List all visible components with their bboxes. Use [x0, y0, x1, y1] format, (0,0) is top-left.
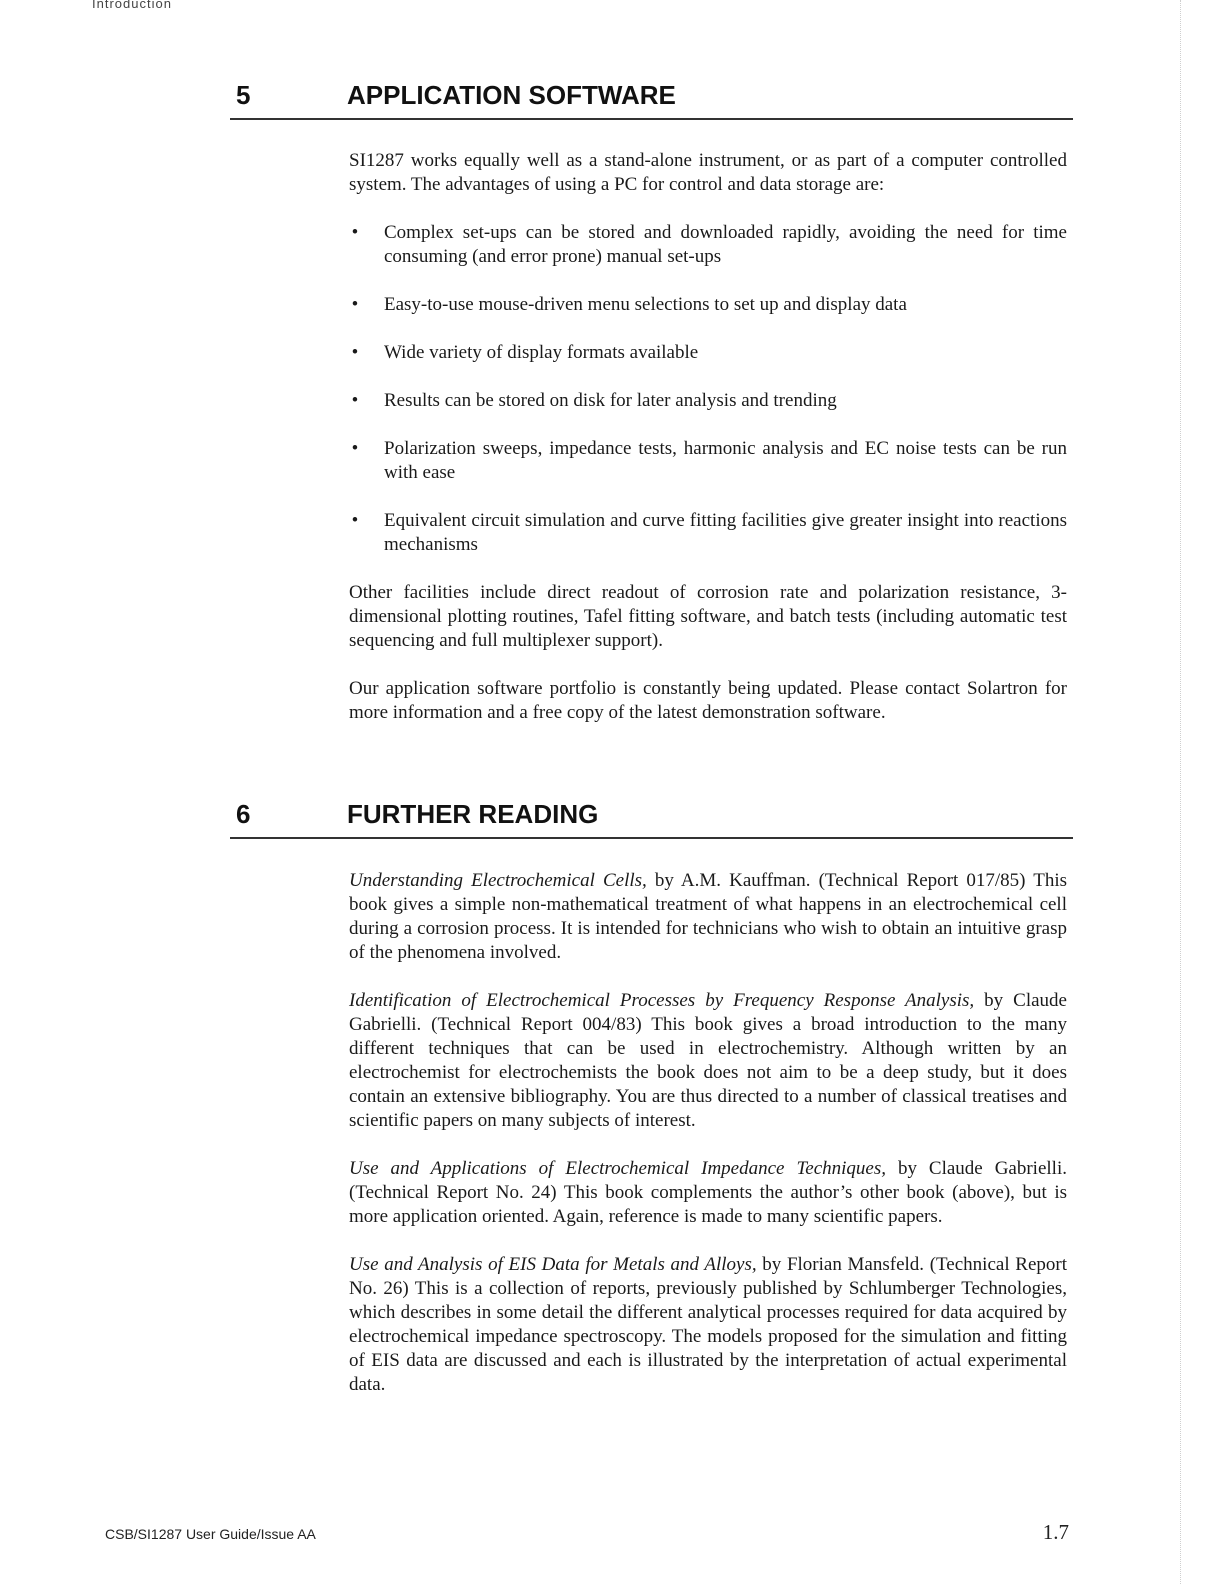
reference-entry [349, 1157, 1067, 1229]
list-item: • Results can be stored on disk for later analysis and trending [349, 389, 1067, 413]
bullet-icon: • [351, 222, 359, 243]
reference-description: by Claude Gabrielli. (Technical Report No. 24) This book complements the author’s other book (above), but is more application oriented. Again, reference is made to many scientific papers. [349, 1158, 1067, 1227]
bullet-icon: • [351, 342, 359, 363]
section-title: APPLICATION SOFTWARE [347, 80, 676, 110]
reference-entry [349, 1253, 1067, 1397]
advantages-list [349, 221, 1067, 557]
application-software-body [349, 149, 1067, 725]
list-item: • Wide variety of display formats available [349, 341, 1067, 365]
reference-title: Identification of Electrochemical Processes by Frequency Response Analysis, [349, 990, 975, 1011]
footer-document-id: CSB/SI1287 User Guide/Issue AA [105, 1526, 316, 1542]
section-number: 6 [236, 799, 251, 829]
contact-paragraph: Our application software portfolio is constantly being updated. Please contact Solartron for more information and a free copy of the latest demonstration software. [349, 678, 1067, 723]
bullet-icon: • [351, 390, 359, 411]
reference-description: by Claude Gabrielli. (Technical Report 004/83) This book gives a broad introduction to the many different techniques that can be used in electrochemistry. Although written by an electrochemist for electrochemists the book does not aim to be a deep study, but it does contain an extensive bibliography. You are thus directed to a number of classical treatises and scientific papers on many subjects of interest. [349, 990, 1067, 1131]
reference-description: by Florian Mansfeld. (Technical Report No. 26) This is a collection of reports, previously published by Schlumberger Technologies, which describes in some detail the different analytical processes required for data acquired by electrochemical impedance spectroscopy. The models proposed for the simulation and fitting of EIS data are discussed and each is illustrated by the interpretation of actual experimental data. [349, 1254, 1067, 1395]
list-item: • Complex set-ups can be stored and downloaded rapidly, avoiding the need for time consuming (and error prone) manual set-ups [349, 221, 1067, 269]
section-number: 5 [236, 80, 251, 110]
footer-page-number: 1.7 [1042, 1520, 1069, 1544]
bullet-icon: • [351, 294, 359, 315]
reference-title: Use and Analysis of EIS Data for Metals and Alloys, [349, 1254, 757, 1275]
list-item: • Equivalent circuit simulation and curve fitting facilities give greater insight into reactions mechanisms [349, 509, 1067, 557]
list-item: • Polarization sweeps, impedance tests, harmonic analysis and EC noise tests can be run with ease [349, 437, 1067, 485]
reference-entry [349, 989, 1067, 1133]
section-rule [230, 837, 1073, 839]
reference-description: by A.M. Kauffman. (Technical Report 017/85) This book gives a simple non-mathematical treatment of what happens in an electrochemical cell during a corrosion process. It is intended for technicians who wish to obtain an intuitive grasp of the phenomena involved. [349, 870, 1067, 963]
section-rule [230, 118, 1073, 120]
reference-title: Understanding Electrochemical Cells, [349, 870, 647, 891]
reference-entry [349, 869, 1067, 965]
section-title: FURTHER READING [347, 799, 599, 829]
further-reading-body [349, 869, 1067, 1397]
list-item: • Easy-to-use mouse-driven menu selections to set up and display data [349, 293, 1067, 317]
facilities-paragraph: Other facilities include direct readout of corrosion rate and polarization resistance, 3-dimensional plotting routines, Tafel fitting software, and batch tests (including automatic test sequencing and full multiplexer support). [349, 582, 1067, 651]
reference-title: Use and Applications of Electrochemical Impedance Techniques, [349, 1158, 886, 1179]
running-head: Introduction [92, 0, 172, 11]
bullet-icon: • [351, 510, 359, 531]
bullet-icon: • [351, 438, 359, 459]
scan-margin-line [1180, 0, 1181, 1584]
intro-paragraph: SI1287 works equally well as a stand-alone instrument, or as part of a computer controlled system. The advantages of using a PC for control and data storage are: [349, 150, 1067, 195]
